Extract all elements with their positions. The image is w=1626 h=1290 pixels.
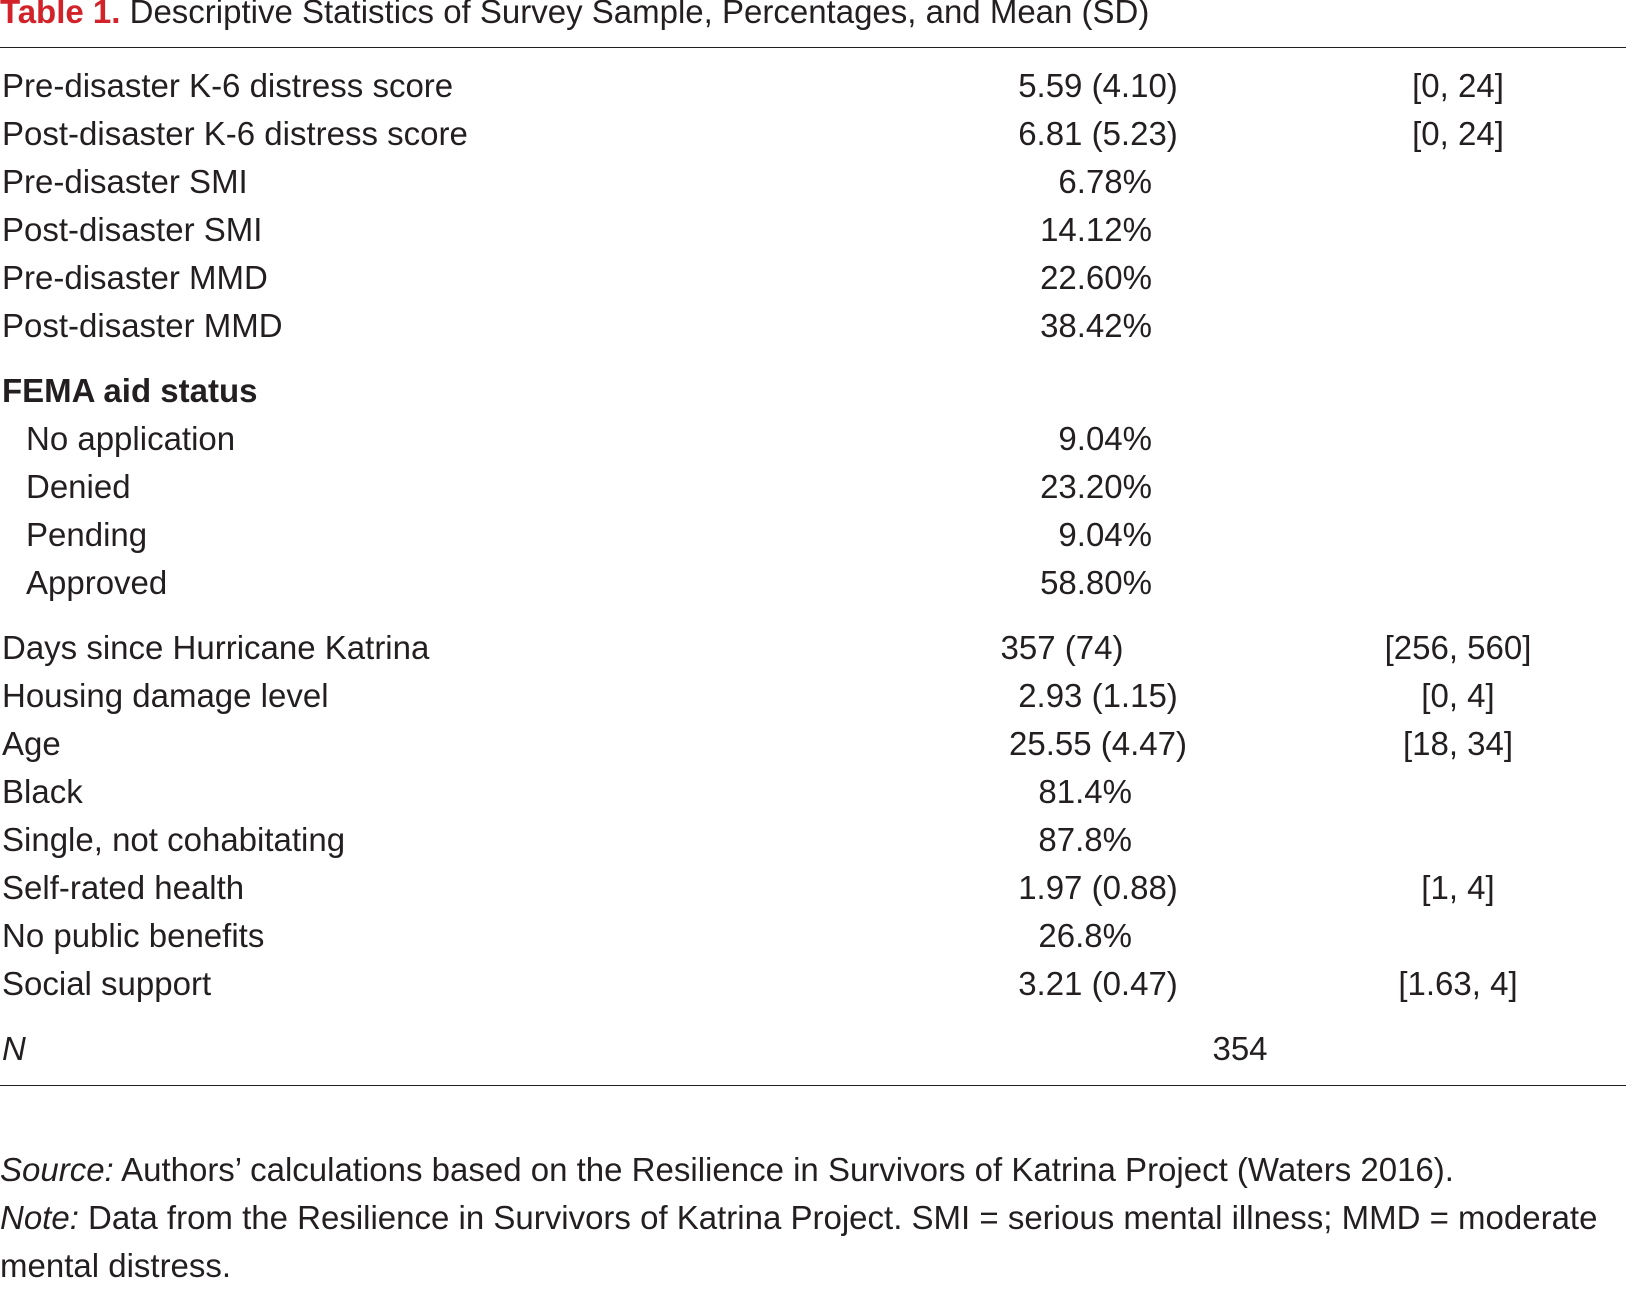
- table-row: [0, 158, 1626, 206]
- table-row: [0, 463, 1626, 511]
- row-value: 9.04%: [1058, 516, 1152, 553]
- row-range: [0, 4]: [1421, 677, 1495, 714]
- table-title: Descriptive Statistics of Survey Sample, Percentages, and Mean (SD): [129, 0, 1150, 30]
- row-range: [256, 560]: [1384, 629, 1532, 666]
- note-text: Data from the Resilience in Survivors of Katrina Project. SMI = serious mental illness; MMD = moderate mental distress.: [0, 1199, 1598, 1284]
- row-value: 6.78%: [1058, 163, 1152, 200]
- source-label: Source:: [0, 1151, 114, 1188]
- row-value: 26.8%: [1038, 917, 1132, 954]
- row-value: 6.81 (5.23): [1018, 115, 1178, 152]
- table-row: [0, 110, 1626, 158]
- table-row: [0, 768, 1626, 816]
- n-row: [0, 1025, 1626, 1073]
- row-label: Post-disaster K-6 distress score: [2, 115, 468, 152]
- note: [0, 1194, 1626, 1290]
- row-value: 2.93 (1.15): [1018, 677, 1178, 714]
- n-label: N: [2, 1030, 26, 1067]
- table-row: [0, 415, 1626, 463]
- row-label: Denied: [26, 468, 131, 505]
- table-label: Table 1.: [0, 0, 121, 30]
- row-value: 5.59 (4.10): [1018, 67, 1178, 104]
- row-label: Self-rated health: [2, 869, 245, 906]
- row-range: [1.63, 4]: [1398, 965, 1518, 1002]
- row-value: 3.21 (0.47): [1018, 965, 1178, 1002]
- row-label: Days since Hurricane Katrina: [2, 629, 430, 666]
- row-label: Pre-disaster K-6 distress score: [2, 67, 454, 104]
- row-value: 23.20%: [1040, 468, 1152, 505]
- fema-heading: FEMA aid status: [2, 372, 258, 409]
- row-label: No public benefits: [2, 917, 265, 954]
- table-row: [0, 960, 1626, 1008]
- table-notes: [0, 1146, 1626, 1290]
- table-row: [0, 254, 1626, 302]
- row-label: Pre-disaster MMD: [2, 259, 268, 296]
- row-value: 357 (74): [1000, 629, 1124, 666]
- row-label: Black: [2, 773, 83, 810]
- bottom-rule: [0, 1085, 1626, 1086]
- row-label: Age: [2, 725, 61, 762]
- row-label: Post-disaster SMI: [2, 211, 263, 248]
- row-label: Approved: [26, 564, 168, 601]
- table-row: [0, 864, 1626, 912]
- row-range: [0, 24]: [1412, 67, 1504, 104]
- row-label: No application: [26, 420, 236, 457]
- table-caption: [0, 0, 1149, 32]
- row-label: Housing damage level: [2, 677, 329, 714]
- row-value: 58.80%: [1040, 564, 1152, 601]
- note-label: Note:: [0, 1199, 79, 1236]
- row-label: Post-disaster MMD: [2, 307, 283, 344]
- table-row: [0, 720, 1626, 768]
- table-row: [0, 206, 1626, 254]
- row-value: 87.8%: [1038, 821, 1132, 858]
- table-row: [0, 672, 1626, 720]
- row-value: 38.42%: [1040, 307, 1152, 344]
- row-label: Pending: [26, 516, 148, 553]
- table-row: [0, 912, 1626, 960]
- row-range: [18, 34]: [1402, 725, 1514, 762]
- row-label: Social support: [2, 965, 212, 1002]
- row-range: [1, 4]: [1421, 869, 1495, 906]
- table-row: [0, 559, 1626, 607]
- table-row: [0, 624, 1626, 672]
- row-label: Single, not cohabitating: [2, 821, 346, 858]
- row-label: Pre-disaster SMI: [2, 163, 248, 200]
- table-row: [0, 302, 1626, 350]
- row-value: 9.04%: [1058, 420, 1152, 457]
- table-row: [0, 511, 1626, 559]
- row-value: 14.12%: [1040, 211, 1152, 248]
- row-value: 1.97 (0.88): [1018, 869, 1178, 906]
- source-text: Authors’ calculations based on the Resilience in Survivors of Katrina Project (Waters 2016).: [113, 1151, 1454, 1188]
- row-value: 81.4%: [1038, 773, 1132, 810]
- top-rule: [0, 47, 1626, 48]
- table-row: [0, 62, 1626, 110]
- source-note: [0, 1146, 1626, 1194]
- table-row: [0, 816, 1626, 864]
- fema-heading-row: [0, 367, 1626, 415]
- row-range: [0, 24]: [1412, 115, 1504, 152]
- row-value: 25.55 (4.47): [1009, 725, 1187, 762]
- n-value: 354: [1212, 1030, 1268, 1067]
- row-value: 22.60%: [1040, 259, 1152, 296]
